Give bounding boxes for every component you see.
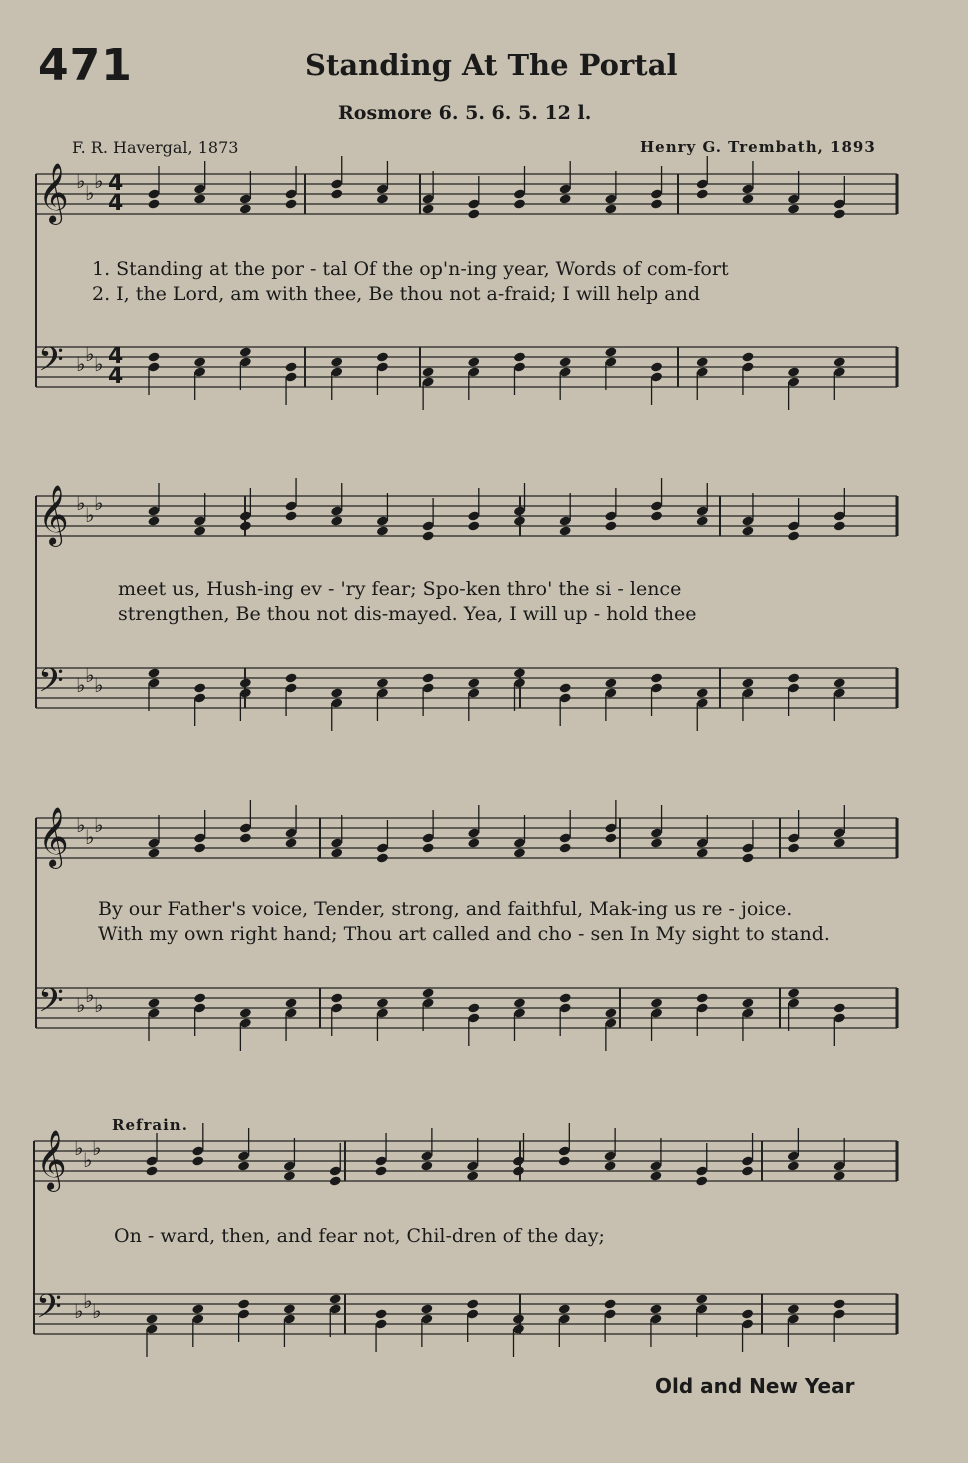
note-head xyxy=(147,997,160,1008)
note-head xyxy=(787,203,800,214)
note-head xyxy=(787,1160,800,1171)
note-head xyxy=(513,667,526,678)
note-head xyxy=(512,1313,525,1324)
note-head xyxy=(649,1303,662,1314)
note-head xyxy=(375,1165,388,1176)
note-head xyxy=(650,672,663,683)
flat-sign: ♭ xyxy=(85,663,95,687)
note-head xyxy=(376,193,389,204)
composer-credit: Henry G. Trembath, 1893 xyxy=(640,138,876,156)
note-head xyxy=(330,356,343,367)
note-head xyxy=(283,1303,296,1314)
note-head xyxy=(193,842,206,853)
note-head xyxy=(329,1293,342,1304)
note-head xyxy=(422,203,435,214)
note-head xyxy=(787,987,800,998)
note-head xyxy=(237,1298,250,1309)
note-head xyxy=(145,1165,158,1176)
note-head xyxy=(422,987,435,998)
treble-clef: 𝄞 xyxy=(38,485,69,545)
note-head xyxy=(604,677,617,688)
flat-sign: ♭ xyxy=(94,673,104,697)
note-head xyxy=(191,1303,204,1314)
note-head xyxy=(466,1298,479,1309)
note-head xyxy=(558,1303,571,1314)
note-head xyxy=(239,832,252,843)
note-head xyxy=(741,351,754,362)
note-head xyxy=(833,208,846,219)
note-head xyxy=(285,361,298,372)
flat-sign: ♭ xyxy=(94,169,104,193)
flat-sign: ♭ xyxy=(85,983,95,1007)
note-head xyxy=(193,525,206,536)
system-3-lyric-verse-2: With my own right hand; Thou art called and cho - sen In My sight to stand. xyxy=(98,923,830,945)
flat-sign: ♭ xyxy=(74,1299,84,1323)
note-head xyxy=(695,1293,708,1304)
flat-sign: ♭ xyxy=(85,181,95,205)
note-head xyxy=(330,515,343,526)
note-head xyxy=(239,346,252,357)
flat-sign: ♭ xyxy=(83,1148,93,1172)
note-head xyxy=(330,992,343,1003)
bass-clef: 𝄢 xyxy=(36,1288,62,1334)
flat-sign: ♭ xyxy=(94,491,104,515)
note-head xyxy=(285,198,298,209)
note-head xyxy=(376,525,389,536)
note-head xyxy=(467,837,480,848)
refrain-label: Refrain. xyxy=(112,1116,188,1134)
note-head xyxy=(512,1165,525,1176)
note-head xyxy=(467,356,480,367)
note-head xyxy=(239,520,252,531)
bass-clef: 𝄢 xyxy=(38,982,64,1028)
flat-sign: ♭ xyxy=(92,1136,102,1160)
flat-sign: ♭ xyxy=(85,503,95,527)
note-head xyxy=(467,677,480,688)
time-signature: 4 xyxy=(108,344,124,369)
time-signature: 4 xyxy=(108,364,124,389)
time-signature: 4 xyxy=(108,171,124,196)
note-head xyxy=(147,667,160,678)
note-head xyxy=(650,510,663,521)
treble-clef: 𝄞 xyxy=(38,163,69,223)
note-head xyxy=(559,525,572,536)
note-head xyxy=(833,1170,846,1181)
note-head xyxy=(833,837,846,848)
flat-sign: ♭ xyxy=(74,1136,84,1160)
note-head xyxy=(420,1303,433,1314)
note-head xyxy=(695,1175,708,1186)
note-head xyxy=(285,672,298,683)
flat-sign: ♭ xyxy=(85,825,95,849)
flat-sign: ♭ xyxy=(94,813,104,837)
hymn-number: 471 xyxy=(38,40,133,91)
note-head xyxy=(513,997,526,1008)
flat-sign: ♭ xyxy=(94,352,104,376)
note-head xyxy=(741,852,754,863)
note-head xyxy=(696,847,709,858)
hymn-title: Standing At The Portal xyxy=(305,48,678,82)
note-head xyxy=(191,1155,204,1166)
note-head xyxy=(239,1007,252,1018)
note-head xyxy=(376,351,389,362)
note-head xyxy=(558,1155,571,1166)
note-head xyxy=(741,525,754,536)
note-head xyxy=(741,1165,754,1176)
note-head xyxy=(330,687,343,698)
flat-sign: ♭ xyxy=(83,1289,93,1313)
note-head xyxy=(285,510,298,521)
note-head xyxy=(604,346,617,357)
note-head xyxy=(741,1308,754,1319)
note-head xyxy=(650,361,663,372)
note-head xyxy=(696,515,709,526)
flat-sign: ♭ xyxy=(76,169,86,193)
note-head xyxy=(604,832,617,843)
flat-sign: ♭ xyxy=(76,491,86,515)
note-head xyxy=(833,1002,846,1013)
note-head xyxy=(650,198,663,209)
bass-clef: 𝄢 xyxy=(38,341,64,387)
note-head xyxy=(833,520,846,531)
note-head xyxy=(559,842,572,853)
note-head xyxy=(696,992,709,1003)
note-head xyxy=(650,837,663,848)
note-head xyxy=(376,677,389,688)
note-head xyxy=(787,366,800,377)
note-head xyxy=(237,1160,250,1171)
note-head xyxy=(741,997,754,1008)
note-head xyxy=(466,1170,479,1181)
note-head xyxy=(833,1298,846,1309)
note-head xyxy=(285,837,298,848)
bass-clef: 𝄢 xyxy=(38,662,64,708)
note-head xyxy=(467,520,480,531)
note-head xyxy=(422,672,435,683)
note-head xyxy=(375,1308,388,1319)
note-head xyxy=(193,682,206,693)
system-4-lyric-refrain: On - ward, then, and fear not, Chil-dren of the day; xyxy=(114,1225,605,1247)
note-head xyxy=(330,188,343,199)
note-head xyxy=(650,997,663,1008)
note-head xyxy=(604,520,617,531)
system-1-lyric-verse-1: 1. Standing at the por - tal Of the op'n-ing year, Words of com-fort xyxy=(92,258,729,280)
note-head xyxy=(147,515,160,526)
note-head xyxy=(741,677,754,688)
note-head xyxy=(285,997,298,1008)
note-head xyxy=(513,515,526,526)
note-head xyxy=(604,1007,617,1018)
note-head xyxy=(559,682,572,693)
note-head xyxy=(422,366,435,377)
note-head xyxy=(329,1175,342,1186)
note-head xyxy=(330,847,343,858)
note-head xyxy=(193,992,206,1003)
note-head xyxy=(696,188,709,199)
lyricist-credit: F. R. Havergal, 1873 xyxy=(72,138,239,157)
note-head xyxy=(787,672,800,683)
time-signature: 4 xyxy=(108,191,124,216)
system-2-lyric-verse-2: strengthen, Be thou not dis-mayed. Yea, I will up - hold thee xyxy=(118,603,697,625)
treble-clef: 𝄞 xyxy=(36,1130,67,1190)
note-head xyxy=(604,1298,617,1309)
flat-sign: ♭ xyxy=(94,993,104,1017)
note-head xyxy=(833,677,846,688)
note-head xyxy=(193,193,206,204)
note-head xyxy=(193,356,206,367)
note-head xyxy=(467,1002,480,1013)
note-head xyxy=(604,203,617,214)
note-head xyxy=(376,852,389,863)
note-head xyxy=(787,842,800,853)
note-head xyxy=(787,530,800,541)
flat-sign: ♭ xyxy=(76,993,86,1017)
footer-category: Old and New Year xyxy=(655,1374,855,1398)
note-head xyxy=(833,356,846,367)
note-head xyxy=(376,997,389,1008)
note-head xyxy=(696,356,709,367)
note-head xyxy=(147,198,160,209)
note-head xyxy=(145,1313,158,1324)
tune-name: Rosmore 6. 5. 6. 5. 12 l. xyxy=(338,102,592,124)
note-head xyxy=(787,1303,800,1314)
note-head xyxy=(422,530,435,541)
treble-clef: 𝄞 xyxy=(38,807,69,867)
note-head xyxy=(239,677,252,688)
flat-sign: ♭ xyxy=(76,352,86,376)
note-head xyxy=(513,351,526,362)
note-head xyxy=(696,687,709,698)
note-head xyxy=(604,1160,617,1171)
flat-sign: ♭ xyxy=(85,342,95,366)
note-head xyxy=(239,203,252,214)
note-head xyxy=(649,1170,662,1181)
note-head xyxy=(147,847,160,858)
note-head xyxy=(513,198,526,209)
note-head xyxy=(422,842,435,853)
note-head xyxy=(147,351,160,362)
system-2-lyric-verse-1: meet us, Hush-ing ev - 'ry fear; Spo-ken thro' the si - lence xyxy=(118,578,682,600)
flat-sign: ♭ xyxy=(76,813,86,837)
note-head xyxy=(559,356,572,367)
system-3-lyric-verse-1: By our Father's voice, Tender, strong, and faithful, Mak-ing us re - joice. xyxy=(98,898,793,920)
note-head xyxy=(741,193,754,204)
system-1-lyric-verse-2: 2. I, the Lord, am with thee, Be thou not a-fraid; I will help and xyxy=(92,283,700,305)
note-head xyxy=(559,193,572,204)
note-head xyxy=(513,847,526,858)
flat-sign: ♭ xyxy=(76,673,86,697)
note-head xyxy=(420,1160,433,1171)
flat-sign: ♭ xyxy=(92,1299,102,1323)
note-head xyxy=(283,1170,296,1181)
note-head xyxy=(559,992,572,1003)
note-head xyxy=(467,208,480,219)
